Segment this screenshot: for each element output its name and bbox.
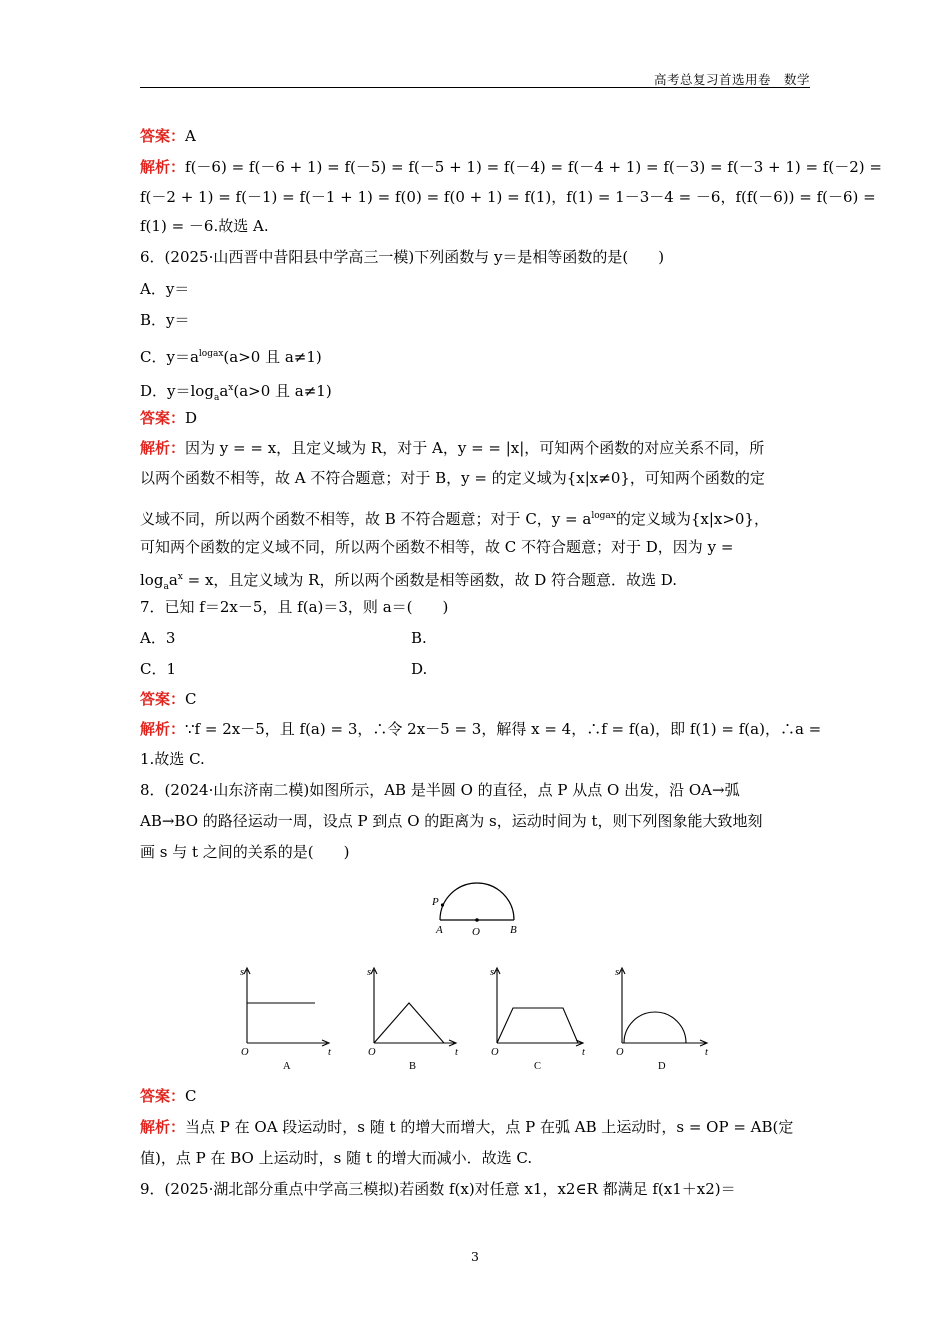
analysis-text: f(－6) = f(－6 + 1) = f(－5) = f(－5 + 1) = f(－4) = f(－4 + 1) = f(－3) = f(－3 + 1) = f(－2) =	[185, 158, 882, 176]
q6-option-a: A．y＝	[140, 280, 190, 298]
option-d-sup: x	[228, 383, 234, 393]
answer-label: 答案：	[140, 409, 186, 427]
graph-d-label-s: s	[615, 967, 620, 978]
graph-c-curve	[497, 1008, 578, 1043]
graph-a-y-arrow	[244, 968, 250, 974]
graph-d-label-t: t	[705, 1047, 708, 1058]
q8-analysis-line-1	[140, 1117, 810, 1137]
graph-d-label-o: O	[616, 1047, 624, 1058]
option-d-base: D．y＝log	[140, 382, 214, 400]
q6-analysis-line-1	[140, 438, 810, 458]
option-d-sub: a	[213, 393, 220, 403]
point-p	[441, 903, 444, 906]
q8-answer	[140, 1086, 810, 1106]
graph-a-x-arrow	[322, 1040, 329, 1046]
q6-analysis-line-4: 可知两个函数的定义域不同，所以两个函数不相等，故 C 不符合题意；对于 D，因为 y =	[140, 538, 734, 556]
graph-d-y-arrow	[619, 968, 625, 974]
q5-answer	[140, 126, 810, 146]
option-d-mid: a	[219, 382, 229, 400]
q6-analysis-line-5	[140, 567, 810, 597]
q6-analysis-line-3	[140, 506, 810, 529]
q6-option-c	[140, 344, 810, 367]
graph-c-x-arrow	[576, 1040, 583, 1046]
option-d-tail: (a>0 且 a≠1)	[233, 382, 332, 400]
graph-c-label-o: O	[491, 1047, 499, 1058]
q7-option-d: D.	[411, 660, 428, 678]
q8-stem-line-2: AB→BO 的路径运动一周，设点 P 到点 O 的距离为 s，运动时间为 t，则下列图象能大致地刻	[140, 812, 763, 830]
analysis-text-c-tail: 的定义域为{x|x>0}，	[615, 510, 770, 528]
graph-b-label-s: s	[367, 967, 372, 978]
q7-stem: 7．已知 f＝2x－5，且 f(a)＝3，则 a＝( )	[140, 598, 449, 616]
semicircle-diagram	[440, 883, 514, 920]
label-a: A	[436, 924, 443, 936]
q8-stem-line-1: 8．(2024·山东济南二模)如图所示，AB 是半圆 O 的直径，点 P 从点 O 出发，沿 OA→弧	[140, 781, 740, 799]
graph-c-label-s: s	[490, 967, 495, 978]
page-header: 高考总复习首选用卷 数学	[653, 72, 810, 87]
analysis-label: 解析：	[140, 720, 186, 738]
q7-analysis-line-1	[140, 719, 822, 739]
header-rule	[140, 87, 810, 88]
q8-analysis-line-2: 值)，点 P 在 BO 上运动时，s 随 t 的增大而减小．故选 C.	[140, 1149, 533, 1167]
graph-d-caption: D	[658, 1061, 666, 1072]
log-base: a	[163, 582, 169, 592]
graph-c-label-t: t	[582, 1047, 585, 1058]
graph-c-caption: C	[534, 1061, 542, 1072]
q7-analysis-line-2: 1.故选 C.	[140, 750, 205, 768]
analysis-text: 当点 P 在 OA 段运动时，s 随 t 的增大而增大，点 P 在弧 AB 上运动时，s = OP = AB(定	[185, 1118, 794, 1136]
graph-c-y-arrow	[494, 968, 500, 974]
graph-b-curve	[374, 1003, 444, 1043]
graph-b-caption: B	[409, 1061, 417, 1072]
q5-analysis-line-3: f(1) = －6.故选 A.	[140, 217, 269, 235]
graph-a-caption: A	[283, 1061, 291, 1072]
q7-option-a: A．3	[140, 629, 176, 647]
option-c-base: C．y＝a	[140, 348, 199, 366]
graph-b-label-o: O	[368, 1047, 376, 1058]
q6-stem: 6．(2025·山西晋中昔阳县中学高三一模)下列函数与 y＝是相等函数的是( )	[140, 248, 665, 266]
answer-value: A	[185, 127, 196, 145]
label-o: O	[472, 926, 480, 938]
answer-value: C	[185, 690, 197, 708]
answer-label: 答案：	[140, 690, 186, 708]
graph-d-curve	[624, 1012, 686, 1043]
analysis-text: 因为 y = = x，且定义域为 R，对于 A，y = = |x|，可知两个函数的对应关系不同，所	[185, 439, 765, 457]
graph-c	[494, 968, 583, 1046]
answer-value: D	[185, 409, 198, 427]
graph-b-x-arrow	[449, 1040, 456, 1046]
q6-answer	[140, 408, 810, 428]
q6-option-b: B．y＝	[140, 311, 190, 329]
log-arg: a	[168, 571, 178, 589]
label-b: B	[510, 924, 517, 936]
graph-a-label-s: s	[240, 967, 245, 978]
q7-option-b: B.	[411, 629, 427, 647]
answer-label: 答案：	[140, 1087, 186, 1105]
analysis-label: 解析：	[140, 1118, 186, 1136]
analysis-text: ∵f = 2x－5，且 f(a) = 3，∴令 2x－5 = 3，解得 x = 4，∴f = f(a)，即 f(1) = f(a)，∴a =	[185, 720, 822, 738]
analysis-sup: logax	[591, 511, 616, 521]
answer-value: C	[185, 1087, 197, 1105]
q5-analysis-line-2: f(－2 + 1) = f(－1) = f(－1 + 1) = f(0) = f(0 + 1) = f(1)，f(1) = 1－3－4 = －6，f(f(－6)) = f(－6) =	[140, 188, 876, 206]
graph-a-label-t: t	[328, 1047, 331, 1058]
graph-a-label-o: O	[241, 1047, 249, 1058]
option-c-tail: (a>0 且 a≠1)	[223, 348, 322, 366]
q7-answer	[140, 689, 810, 709]
analysis-label: 解析：	[140, 158, 186, 176]
answer-label: 答案：	[140, 127, 186, 145]
graph-b-label-t: t	[455, 1047, 458, 1058]
graph-b	[371, 968, 456, 1046]
q6-analysis-line-2: 以两个函数不相等，故 A 不符合题意；对于 B，y = 的定义域为{x|x≠0}，可知两个函数的定	[140, 469, 765, 487]
semicircle-arc	[440, 883, 514, 920]
log-exp: x	[177, 572, 183, 582]
page-number: 3	[471, 1249, 479, 1264]
analysis-text-c: 义域不同，所以两个函数不相等，故 B 不符合题意；对于 C，y = a	[140, 510, 592, 528]
q9-stem: 9．(2025·湖北部分重点中学高三模拟)若函数 f(x)对任意 x1，x2∈R 都满足 f(x1＋x2)＝	[140, 1180, 736, 1198]
q7-options-row-2	[140, 659, 810, 679]
point-o	[475, 918, 479, 922]
q8-stem-line-3: 画 s 与 t 之间的关系的是( )	[140, 843, 350, 861]
graph-d-x-arrow	[700, 1040, 707, 1046]
analysis-label: 解析：	[140, 439, 186, 457]
log-text: log	[140, 571, 164, 589]
graph-d	[619, 968, 707, 1046]
q7-option-c: C．1	[140, 660, 177, 678]
option-c-sup: logax	[198, 349, 224, 359]
graph-a	[244, 968, 329, 1046]
q6-option-d	[140, 378, 810, 408]
q7-options-row-1	[140, 628, 810, 648]
q5-analysis-line-1	[140, 157, 882, 177]
graph-b-y-arrow	[371, 968, 377, 974]
analysis-text-d: = x，且定义域为 R，所以两个函数是相等函数，故 D 符合题意．故选 D.	[182, 571, 678, 589]
label-p: P	[432, 896, 439, 908]
